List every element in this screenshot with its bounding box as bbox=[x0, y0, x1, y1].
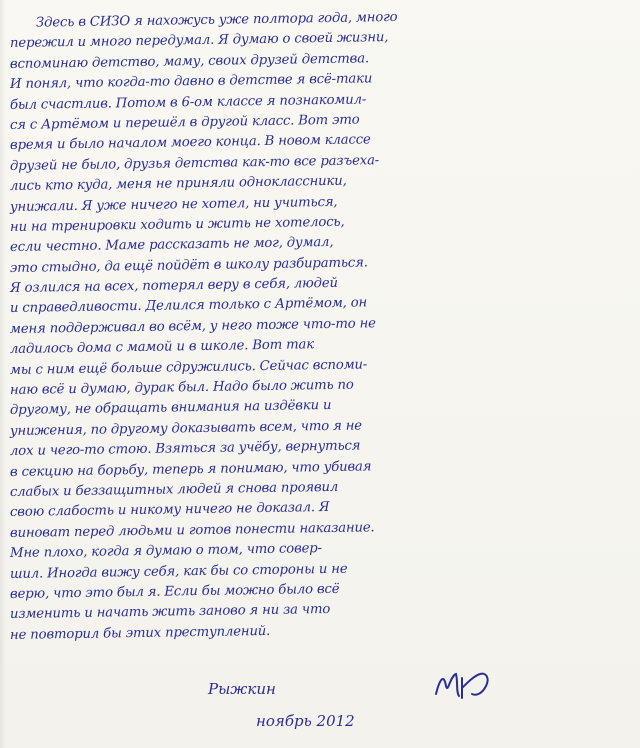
letter-line: пережил и много передумал. Я думаю о своей жизни, bbox=[9, 30, 389, 52]
letter-line: верю, что это был я. Если бы можно было всё bbox=[9, 581, 340, 602]
letter-body bbox=[9, 9, 630, 646]
letter-line: унижения, по другому доказывать всем, что я не bbox=[9, 418, 363, 439]
letter-line: лох и чего-то стою. Взяться за учёбу, вернуться bbox=[9, 438, 361, 460]
letter-line: виноват перед людьми и готов понести наказание. bbox=[9, 520, 375, 541]
letter-line: меня поддерживал во всём, у него тоже что-то не bbox=[9, 316, 376, 337]
letter-line: другому, не обращать внимания на издёвки и bbox=[9, 398, 332, 419]
letter-line: лись кто куда, меня не приняли одноклассники, bbox=[9, 173, 347, 195]
paper-edge-shadow bbox=[0, 0, 6, 748]
letter-line: унижали. Я уже ничего не хотел, ни учиться, bbox=[9, 194, 338, 215]
letter-line: время и было началом моего конца. В новом классе bbox=[9, 132, 371, 154]
letter-line: Я озлился на всех, потерял веру в себя, людей bbox=[9, 275, 338, 297]
letter-line: ся с Артёмом и перешёл в другой класс. Вот это bbox=[9, 112, 360, 133]
letter-line: наю всё и думаю, дурак был. Надо было жить по bbox=[9, 377, 354, 399]
letter-line: свою слабость и никому ничего не доказал. Я bbox=[9, 500, 330, 521]
handwritten-signature bbox=[432, 664, 496, 706]
author-surname: Рыжкин bbox=[208, 680, 276, 698]
letter-line: в секцию на борьбу, теперь я понимаю, что убивая bbox=[9, 458, 372, 480]
letter-line: И понял, что когда-то давно в детстве я всё-таки bbox=[9, 71, 373, 93]
letter-line: изменить и начать жить заново я ни за что bbox=[9, 602, 331, 623]
letter-line: и справедливости. Делился только с Артёмом, он bbox=[9, 295, 368, 317]
letter-line: Мне плохо, когда я думаю о том, что совер- bbox=[9, 541, 322, 562]
letter-date: ноябрь 2012 bbox=[256, 712, 355, 730]
letter-line: друзей не было, друзья детства как-то все разъеха- bbox=[9, 152, 380, 174]
letter-line: слабых и беззащитных людей я снова проявил bbox=[9, 479, 339, 500]
letter-line: шил. Иногда вижу себя, как бы со стороны и не bbox=[9, 561, 348, 582]
letter-line: вспоминаю детство, маму, своих друзей детства. bbox=[9, 51, 370, 72]
letter-line: мы с ним ещё больше сдружились. Сейчас вспоми- bbox=[9, 357, 368, 378]
letter-line: не повторил бы этих преступлений. bbox=[9, 623, 271, 643]
letter-line: если честно. Маме рассказать не мог, думал, bbox=[9, 235, 334, 256]
letter-line: ни на тренировки ходить и жить не хотелось, bbox=[9, 214, 345, 235]
letter-line: был счастлив. Потом в 6-ом классе я познакомил- bbox=[9, 91, 367, 113]
letter-line: Здесь в СИЗО я нахожусь уже полтора года, много bbox=[35, 9, 398, 31]
letter-line: ладилось дома с мамой и в школе. Вот так bbox=[9, 337, 315, 358]
letter-line: это стыдно, да ещё пойдёт в школу разбираться. bbox=[9, 255, 368, 276]
